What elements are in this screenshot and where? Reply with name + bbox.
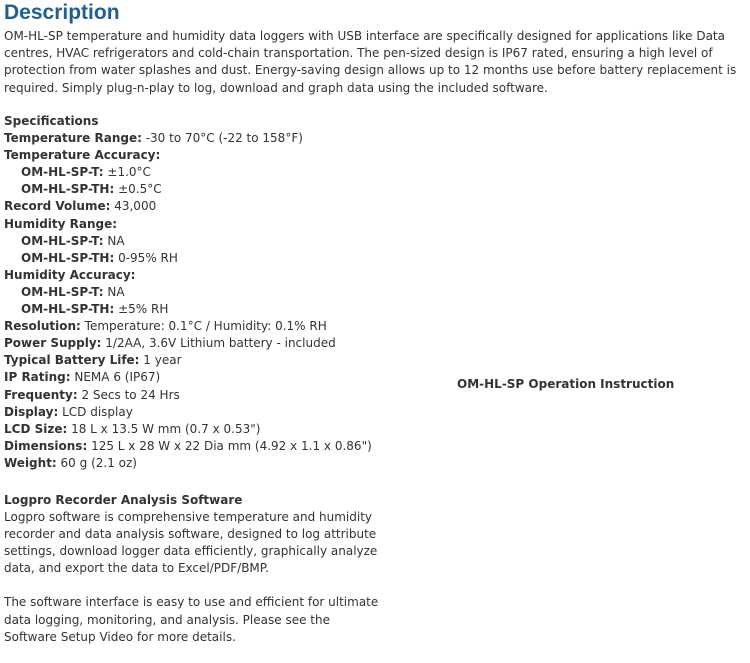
page-title: Description: [4, 1, 120, 24]
spec-temperature-accuracy: Temperature Accuracy:: [4, 148, 161, 163]
spec-humidity-range: Humidity Range:: [4, 216, 118, 231]
specifications-section: [4, 113, 464, 472]
software-heading: Logpro Recorder Analysis Software: [4, 493, 243, 507]
operation-instruction-link[interactable]: OM-HL-SP Operation Instruction: [457, 377, 675, 391]
software-section: [4, 492, 384, 646]
spec-humidity-accuracy: Humidity Accuracy:: [4, 267, 136, 282]
spec-temperature-range: Temperature Range: -30 to 70°C (-22 to 158°F): [4, 131, 303, 146]
spec-humidity-range-t: OM-HL-SP-T: NA: [21, 233, 125, 248]
spec-weight: Weight: 60 g (2.1 oz): [4, 455, 137, 470]
spec-record-volume: Record Volume: 43,000: [4, 199, 157, 214]
spec-dimensions: Dimensions: 125 L x 28 W x 22 Dia mm (4.92 x 1.1 x 0.86"): [4, 438, 372, 453]
spec-humidity-accuracy-t: OM-HL-SP-T: NA: [21, 284, 125, 299]
spec-resolution: Resolution: Temperature: 0.1°C / Humidity: 0.1% RH: [4, 319, 327, 334]
spec-lcd-size: LCD Size: 18 L x 13.5 W mm (0.7 x 0.53"): [4, 421, 261, 436]
intro-paragraph: OM-HL-SP temperature and humidity data loggers with USB interface are specifically designed for applications like Data centres, HVAC refrigerators and cold-chain transportation. The pen-sized design is IP67 rated, ensuring a high level of protection from water splashes and dust. Energy-saving design allows up to 12 months use before battery replacement is required. Simply plug-n-play to log, download and graph data using the included software.: [4, 29, 737, 95]
spec-ip-rating: IP Rating: NEMA 6 (IP67): [4, 370, 161, 385]
specifications-heading: Specifications: [4, 114, 99, 128]
spec-frequency: Frequenty: 2 Secs to 24 Hrs: [4, 387, 180, 402]
spec-battery-life: Typical Battery Life: 1 year: [4, 353, 182, 368]
spec-temperature-accuracy-th: OM-HL-SP-TH: ±0.5°C: [21, 182, 162, 197]
software-paragraph-1: Logpro software is comprehensive temperature and humidity recorder and data analysis software, designed to log attribute settings, download logger data efficiently, graphically analyze data, and export the data to Excel/PDF/BMP.: [4, 510, 378, 576]
spec-power-supply: Power Supply: 1/2AA, 3.6V Lithium battery - included: [4, 336, 336, 351]
spec-temperature-accuracy-t: OM-HL-SP-T: ±1.0°C: [21, 165, 151, 180]
spec-humidity-accuracy-th: OM-HL-SP-TH: ±5% RH: [21, 302, 169, 317]
software-paragraph-2: The software interface is easy to use and efficient for ultimate data logging, monitoring, and analysis. Please see the Software Setup Video for more details.: [4, 595, 379, 644]
spec-display: Display: LCD display: [4, 404, 133, 419]
spec-humidity-range-th: OM-HL-SP-TH: 0-95% RH: [21, 250, 178, 265]
